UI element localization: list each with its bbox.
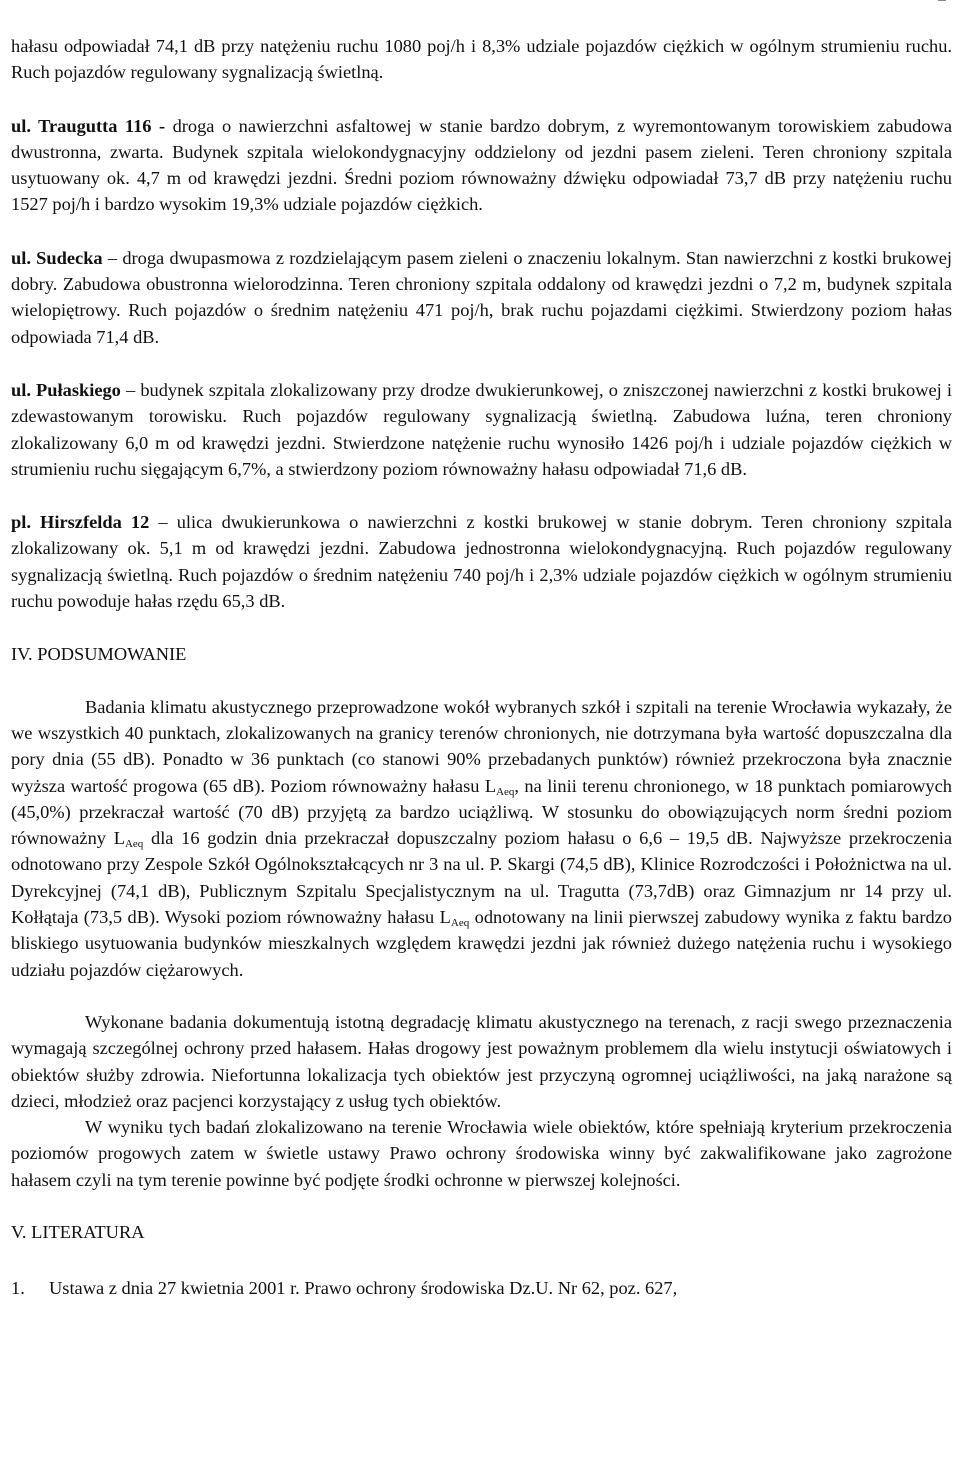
summary-heading: IV. PODSUMOWANIE — [11, 644, 187, 665]
summary-paragraph-3: W wyniku tych badań zlokalizowano na terenie Wrocławia wiele obiektów, które spełniają kryterium przekroczenia poziomów progowych zatem w świetle ustawy Prawo ochrony środowiska winny być zakwalifikowane jako zagrożone hałasem czyli na tym terenie powinne być podjęte środki ochronne w pierwszej kolejności. — [11, 1117, 952, 1190]
laeq-subscript: Aeq — [496, 785, 515, 798]
summary-text-b: , na linii terenu chronionego, w 18 punktach pomiarowych (45,0%) przekraczał wartość (70 dB) przyjętą za bardzo uciążliwą. W stosunku do obowiązujących norm średni poziom równoważny L — [11, 775, 952, 849]
summary-paragraph-1 — [11, 694, 952, 983]
sudecka-text: – droga dwupasmowa z rozdzielającym pasem zieleni o znaczeniu lokalnym. Stan nawierzchni z kostki brukowej dobry. Zabudowa obustronna wielorodzinna. Teren chroniony szpitala oddalony od krawędzi jezdni o 7,2 m, budynek szpitala wielopiętrowy. Ruch pojazdów o średnim natężeniu 471 poj/h, brak ruchu pojazdami ciężkimi. Stwierdzony poziom hałas odpowiada 71,4 dB. — [11, 247, 952, 347]
summary-text-d: odnotowany na linii pierwszej zabudowy wynika z faktu bardzo bliskiego usytuowania budynków mieszkalnych względem krawędzi jezdni jak również dużego natężenia ruchu i wysokiego udziału pojazdów ciężarowych. — [11, 907, 953, 980]
hirszfelda-text: – ulica dwukierunkowa o nawierzchni z kostki brukowej w stanie dobrym. Teren chroniony szpitala zlokalizowany ok. 5,1 m od krawędzi jezdni. Zabudowa jednostronna wielokondygnacyjną. Ruch pojazdów regulowany sygnalizacją świetlną. Ruch pojazdów o średnim natężeniu 740 poj/h i 2,3% udziale pojazdów ciężkich w ogólnym strumieniu ruchu powoduje hałas rzędu 65,3 dB. — [11, 512, 952, 612]
pulaskiego-street: ul. Pułaskiego — [11, 379, 121, 400]
hirszfelda-square: pl. Hirszfelda 12 — [11, 512, 150, 533]
sudecka-street: ul. Sudecka — [11, 247, 103, 268]
reference-text: Ustawa z dnia 27 kwietnia 2001 r. Prawo ochrony środowiska Dz.U. Nr 62, poz. 627, — [49, 1278, 678, 1299]
document-page — [11, 33, 952, 1302]
summary-text-c: dla 16 godzin dnia przekraczał dopuszczalny poziom hałasu o 6,6 – 19,5 dB. Najwyższe przekroczenia odnotowano przy Zespole Szkół Ogólnokształcących nr 3 na ul. P. Skargi (74,5 dB), Klinice Rozrodczości i Położnictwa na ul. Dyrekcyjnej (74,1 dB), Publicznym Szpitalu Specjalistycznym na ul. Tragutta (73,7dB) oraz Gimnazjum nr 14 przy ul. Kołłątaja (73,5 dB). Wysoki poziom równoważny hałasu L — [11, 828, 952, 928]
traugutta-street: ul. Traugutta 116 - — [11, 115, 166, 136]
traugutta-text: droga o nawierzchni asfaltowej w stanie bardzo dobrym, z wyremontowanym torowiskiem zabudowa dwustronna, zwarta. Budynek szpitala wielokondygnacyjny oddzielony od jezdni pasem zieleni. Teren chroniony szpitala usytuowany ok. 4,7 m od krawędzi jezdni. Średni poziom równoważny dźwięku odpowiadał 73,7 dB przy natężeniu ruchu 1527 poj/h i bardzo wysokim 19,3% udziale pojazdów ciężkich. — [11, 115, 952, 215]
laeq-subscript: Aeq — [124, 838, 144, 851]
literature-heading: V. LITERATURA — [11, 1221, 145, 1242]
reference-item — [11, 1275, 952, 1301]
laeq-subscript: Aeq — [450, 917, 470, 930]
pulaskiego-text: – budynek szpitala zlokalizowany przy drodze dwukierunkowej, o zniszczonej nawierzchni z kostki brukowej i zdewastowanym torowisku. Ruch pojazdów regulowany sygnalizacją świetlną. Zabudowa luźna, teren chroniony zlokalizowany 6,0 m od krawędzi jezdni. Stwierdzone natężenie ruchu wynosiło 1426 poj/h i udziale pojazdów ciężkich w strumieniu ruchu sięgającym 6,7%, a stwierdzony poziom równoważny hałasu odpowiadał 71,6 dB. — [11, 379, 952, 479]
reference-list — [11, 1275, 952, 1301]
sudecka-paragraph — [11, 245, 952, 350]
summary-paragraph-2: Wykonane badania dokumentują istotną degradację klimatu akustycznego na terenach, z racji swego przeznaczenia wymagają szczególnej ochrony przed hałasem. Hałas drogowy jest poważnym problemem dla wielu instytucji oświatowych i obiektów służby zdrowia. Niefortunna lokalizacja tych obiektów jest przyczyną ogromnej uciążliwości, na jaką narażone są dzieci, młodzież oraz pacjenci korzystający z usług tych obiektów. — [11, 1011, 952, 1111]
traugutta-paragraph — [11, 113, 952, 218]
reference-number: 1. — [11, 1278, 25, 1299]
intro-paragraph: hałasu odpowiadał 74,1 dB przy natężeniu ruchu 1080 poj/h i 8,3% udziale pojazdów ciężkich w ogólnym strumieniu ruchu. Ruch pojazdów regulowany sygnalizacją świetlną. — [11, 36, 952, 83]
page-edge-rule — [938, 0, 946, 1]
summary-text-a: Badania klimatu akustycznego przeprowadzone wokół wybranych szkół i szpitali na terenie Wrocławia wykazały, że we wszystkich 40 punktach, zlokalizowanych na granicy terenów chronionych, nie dotrzymana była wartość dopuszczalna dla pory dnia (55 dB). Ponadto w 36 punktach (co stanowi 90% przebadanych punktów) również przekroczona była znacznie wyższa wartość progowa (65 dB). Poziom równoważny hałasu L — [11, 696, 952, 796]
hirszfelda-paragraph — [11, 509, 952, 614]
pulaskiego-paragraph — [11, 377, 952, 482]
